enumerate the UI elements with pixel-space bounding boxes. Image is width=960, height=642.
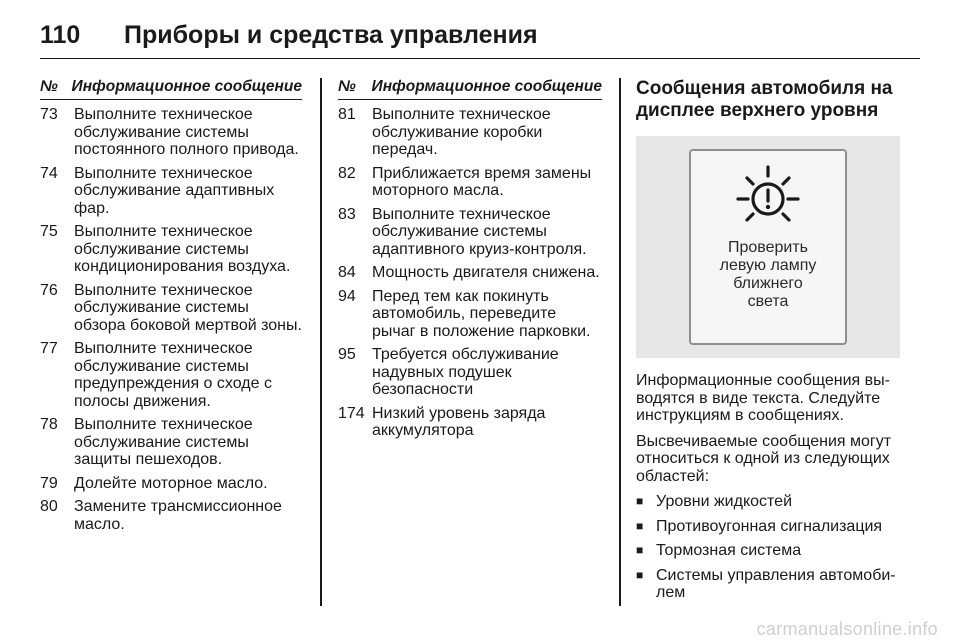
display-message-line: света [747, 293, 789, 310]
page-number: 110 [40, 20, 81, 49]
upper-display-section [636, 78, 900, 609]
row-text: Выполните техническое обслуживание системы постоянного полного привода. [74, 106, 299, 158]
column-header-message: Информационное сообщение [371, 78, 602, 95]
list-item [636, 567, 900, 602]
list-item [636, 542, 900, 560]
table-row [40, 498, 302, 533]
upper-display-screen [689, 149, 847, 345]
list-item-text: Тормозная система [656, 542, 802, 559]
table-row [338, 206, 602, 259]
row-text: Выполните техническое обслуживание системы кондиционирования воздуха. [74, 223, 291, 275]
page-header [40, 12, 920, 59]
row-text: Выполните техническое обслуживание системы предупреждения о сходе с полосы движения. [74, 340, 272, 410]
body-paragraph: Информационные сообщения вы-водятся в виде текста. Следуйте инструкциям в сообщениях. [636, 372, 890, 424]
row-number: 84 [338, 264, 356, 281]
table-row [40, 165, 302, 218]
table-row [40, 282, 302, 335]
bullet-icon: ■ [636, 518, 644, 533]
table-row [338, 264, 602, 282]
list-item-text: Противоугонная сигнализация [656, 517, 883, 535]
table-header [40, 78, 302, 100]
list-item-text: Уровни жидкостей [656, 493, 792, 510]
row-number: 94 [338, 287, 356, 305]
message-table-right [338, 78, 602, 446]
row-number: 82 [338, 164, 356, 182]
table-row [338, 165, 602, 200]
row-text: Приближается время замены моторного масла. [372, 164, 592, 199]
row-text: Выполните техническое обслуживание системы обзора боковой мертвой зоны. [74, 281, 302, 334]
column-header-message: Информационное сообщение [71, 78, 302, 95]
row-number: 75 [40, 223, 58, 240]
row-text: Перед тем как покинуть автомобиль, переведите рычаг в положение парковки. [372, 287, 591, 340]
body-paragraph: Высвечиваемые сообщения могут относиться к одной из следующих областей: [636, 432, 892, 485]
watermark: carmanualsonline.info [756, 619, 938, 639]
table-row [40, 475, 302, 493]
row-text: Низкий уровень заряда аккумулятора [372, 404, 546, 439]
display-message-line: Проверить [727, 239, 808, 256]
row-number: 73 [40, 106, 58, 123]
lamp-warning-icon [734, 163, 802, 231]
page-title: Приборы и средства управления [124, 20, 538, 49]
row-number: 83 [338, 205, 356, 223]
list-item-text: Системы управления автомоби-лем [656, 566, 896, 601]
table-row [40, 223, 302, 276]
table-row [338, 346, 602, 399]
row-number: 74 [40, 164, 58, 182]
bullet-icon: ■ [636, 494, 644, 508]
list-item [636, 493, 900, 511]
display-message-line: левую лампу [719, 257, 817, 274]
row-text: Требуется обслуживание надувных подушек безопасности [372, 346, 559, 398]
row-number: 174 [338, 404, 365, 422]
table-row [338, 288, 602, 341]
row-text: Мощность двигателя снижена. [372, 264, 600, 281]
bullet-icon: ■ [636, 567, 644, 582]
table-row [40, 416, 302, 469]
column-divider [320, 78, 322, 606]
row-number: 76 [40, 281, 58, 299]
table-row [40, 106, 302, 159]
row-text: Долейте моторное масло. [74, 474, 268, 492]
table-row [338, 405, 602, 440]
row-number: 80 [40, 498, 58, 515]
row-text: Выполните техническое обслуживание системы адаптивного круиз-контроля. [372, 205, 587, 258]
table-row [40, 340, 302, 410]
row-text: Выполните техническое обслуживание системы защиты пешеходов. [74, 416, 253, 468]
table-row [338, 106, 602, 159]
row-number: 79 [40, 474, 58, 492]
section-title: Сообщения автомобиля на дисплее верхнего уровня [636, 78, 893, 121]
table-header [338, 78, 602, 100]
bullet-icon: ■ [636, 543, 644, 557]
message-table-left [40, 78, 302, 539]
display-message-line: ближнего [733, 275, 803, 292]
row-text: Выполните техническое обслуживание коробки передач. [372, 106, 551, 158]
list-item [636, 518, 900, 536]
row-text: Выполните техническое обслуживание адаптивных фар. [74, 164, 275, 217]
column-header-no: № [40, 78, 58, 95]
row-text: Замените трансмиссионное масло. [74, 498, 282, 533]
display-illustration [636, 136, 900, 358]
row-number: 81 [338, 106, 356, 123]
column-header-no: № [338, 78, 356, 95]
column-divider [619, 78, 621, 606]
row-number: 95 [338, 346, 356, 363]
row-number: 77 [40, 340, 58, 357]
row-number: 78 [40, 416, 58, 433]
